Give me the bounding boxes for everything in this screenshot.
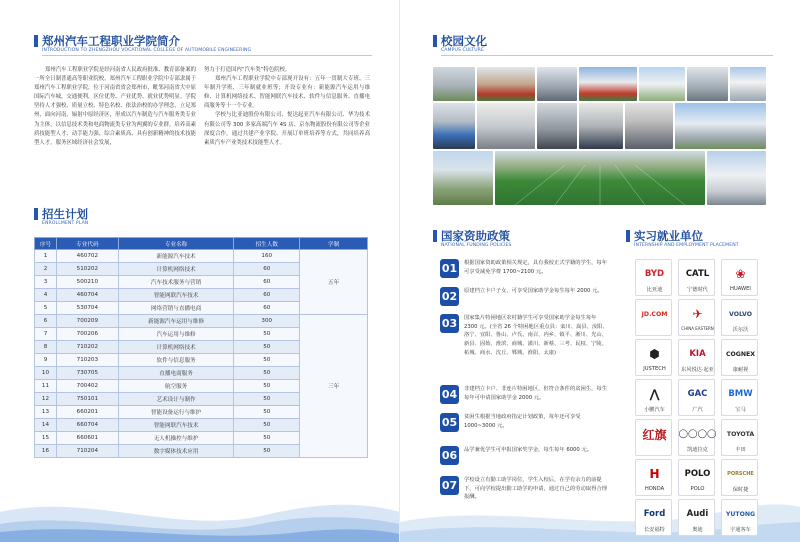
- partner-logo-name: 东风悦达·起亚: [681, 367, 714, 373]
- partner-logo-mark: BYD: [644, 269, 665, 279]
- partner-logo: [678, 419, 715, 456]
- partner-logo-mark: JD.COM: [641, 310, 668, 318]
- partner-logo-name: 小鹏汽车: [644, 407, 665, 413]
- partner-logo: [635, 339, 672, 376]
- cell-code: 500210: [56, 276, 118, 289]
- partner-logo: [678, 499, 715, 536]
- cell-index: 5: [35, 302, 57, 315]
- cell-major: 软件与信息服务: [118, 354, 234, 367]
- partner-logo: [721, 299, 758, 336]
- cell-years: 三年: [300, 315, 368, 458]
- partner-logo: [678, 299, 715, 336]
- partners-title-bar: [626, 230, 630, 242]
- cell-count: 50: [234, 328, 300, 341]
- partner-logo: [635, 459, 672, 496]
- partner-logo: [678, 259, 715, 296]
- cell-code: 710203: [56, 354, 118, 367]
- cell-count: 60: [234, 302, 300, 315]
- partner-logo-mark: CATL: [685, 269, 710, 279]
- intro-title-bar: [34, 35, 38, 47]
- cell-index: 2: [35, 263, 57, 276]
- culture-title: 校园文化: [441, 34, 487, 48]
- partner-logo-name: 康耐视: [732, 367, 749, 373]
- enrollment-table: [34, 237, 368, 458]
- cell-major: 直播电商服务: [118, 367, 234, 380]
- cell-index: 3: [35, 276, 57, 289]
- partner-logo-mark: Audi: [686, 509, 709, 519]
- policy-text: 原建档立卡户子女，可享受国家助学金每生每年 2000 元。: [464, 288, 603, 294]
- cell-count: 50: [234, 393, 300, 406]
- cell-code: 660704: [56, 419, 118, 432]
- partner-logo-mark: YUTONG: [725, 510, 756, 518]
- partner-logo-name: 保时捷: [732, 487, 749, 493]
- partner-logo-mark: ⋀: [649, 387, 660, 401]
- partner-logo-name: 广汽: [692, 407, 703, 413]
- cell-major: 新能源汽车技术: [118, 250, 234, 263]
- cell-code: 530704: [56, 302, 118, 315]
- campus-photo: [707, 151, 766, 205]
- cell-major: 新能源汽车运用与维修: [118, 315, 234, 328]
- cell-major: 艺术设计与制作: [118, 393, 234, 406]
- th-code: 专业代码: [56, 238, 118, 250]
- cell-count: 300: [234, 315, 300, 328]
- partner-logo-name: HUAWEI: [730, 286, 751, 292]
- partner-logo-mark: COGNEX: [725, 350, 756, 358]
- cell-index: 4: [35, 289, 57, 302]
- cell-major: 计算机网络技术: [118, 263, 234, 276]
- partner-logo-mark: BMW: [728, 389, 753, 399]
- intro-paragraph-2a: 努力于打造国内“汽车类”特色院校。: [204, 67, 291, 73]
- campus-photo: [730, 67, 766, 101]
- cell-index: 6: [35, 315, 57, 328]
- partner-logo: [678, 379, 715, 416]
- cell-major: 汽车技术服务与营销: [118, 276, 234, 289]
- partner-logo: [635, 299, 672, 336]
- table-row: [35, 315, 368, 328]
- partner-logo-mark: ❀: [735, 267, 746, 281]
- cell-code: 460704: [56, 289, 118, 302]
- cell-code: 700206: [56, 328, 118, 341]
- partner-logo: [678, 339, 715, 376]
- policy-text: 品学兼优学生可申报国家奖学金，每生每年 6000 元。: [464, 447, 593, 453]
- partner-logo-name: HONDA: [644, 486, 665, 492]
- cell-code: 710202: [56, 341, 118, 354]
- cell-index: 8: [35, 341, 57, 354]
- partner-logo: [721, 419, 758, 456]
- policy-subtitle: NATIONAL FUNDING POLICIES: [441, 243, 512, 248]
- cell-index: 13: [35, 406, 57, 419]
- intro-subtitle: INTRODUCTION TO ZHENGZHOU VOCATIONAL COLLEGE OF AUTOMOBILE ENGINEERING: [42, 48, 252, 53]
- cell-code: 460702: [56, 250, 118, 263]
- partners-subtitle: INTERNSHIP AND EMPLOYMENT PLACEMENT: [634, 243, 739, 248]
- cell-count: 160: [234, 250, 300, 263]
- cell-code: 700209: [56, 315, 118, 328]
- cell-count: 50: [234, 367, 300, 380]
- policy-text: 学校设立有勤工助学岗位，学生入校后，在学有余力的前提下，可向学校提出勤工助学的申请，通过自己的劳动取得合理报酬。: [464, 477, 608, 501]
- partner-logo: [635, 499, 672, 536]
- cell-code: 660601: [56, 432, 118, 445]
- campus-photo: [675, 103, 766, 149]
- policy-text: 国家集片特困地区农村籍学生可享受国家助学金每生每年 2300 元。(全省 26 个特困地区重点县：栾川、嵩县、汝阳、洛宁、宜阳、鲁山、卢氏、南召、内乡、镇平、淅川、光山、新县、固始、淮滨、商城、潢川、新蔡、三考、民权、宁陵、柘城、商水、沈丘、郸城、淮阳、太康): [464, 315, 608, 356]
- policy-title: 国家资助政策: [441, 229, 510, 243]
- cell-count: 50: [234, 341, 300, 354]
- cell-index: 12: [35, 393, 57, 406]
- campus-photo: [537, 103, 577, 149]
- campus-photo: [433, 151, 493, 205]
- intro-column-2: [204, 66, 370, 148]
- cell-count: 60: [234, 289, 300, 302]
- th-major: 专业名称: [118, 238, 234, 250]
- cell-count: 50: [234, 354, 300, 367]
- partner-logo-name: POLO: [690, 486, 705, 492]
- policy-number-badge: 03: [440, 314, 459, 333]
- campus-photo: [579, 103, 623, 149]
- campus-photo: [625, 103, 673, 149]
- cell-index: 15: [35, 432, 57, 445]
- policy-text: 根据国家资助政策相关规定，具有我校正式学籍的学生，每年可享受减免学费 1700~2100 元。: [464, 260, 608, 275]
- partners-title: 实习就业单位: [634, 229, 703, 243]
- partner-logo-mark: TOYOTA: [726, 430, 755, 438]
- cell-count: 50: [234, 406, 300, 419]
- cell-index: 9: [35, 354, 57, 367]
- policy-number-badge: 04: [440, 385, 459, 404]
- cell-code: 660201: [56, 406, 118, 419]
- partner-logo-mark: KIA: [689, 349, 706, 359]
- plan-subtitle: ENROLLMENT PLAN: [42, 221, 89, 226]
- plan-title-bar: [34, 208, 38, 220]
- cell-index: 7: [35, 328, 57, 341]
- field-lines: [495, 151, 705, 205]
- partner-logo-name: 奥迪: [692, 527, 703, 533]
- intro-column-1: [34, 66, 196, 148]
- policy-title-bar: [433, 230, 437, 242]
- partner-logo-name: 宁德时代: [687, 287, 708, 293]
- partner-logo-name: 凯迪拉克: [687, 447, 708, 453]
- th-count: 招生人数: [234, 238, 300, 250]
- partner-logo: [635, 379, 672, 416]
- policy-number-badge: 01: [440, 259, 459, 278]
- cell-index: 16: [35, 445, 57, 458]
- plan-title: 招生计划: [42, 207, 88, 221]
- table-header-row: [35, 238, 368, 250]
- partner-logo-name: 比亚迪: [646, 287, 663, 293]
- partner-logo: [721, 379, 758, 416]
- campus-photo: [477, 103, 535, 149]
- cell-count: 60: [234, 263, 300, 276]
- wave-decoration: [0, 482, 400, 542]
- cell-major: 航空服务: [118, 380, 234, 393]
- cell-index: 10: [35, 367, 57, 380]
- cell-count: 60: [234, 276, 300, 289]
- intro-title: 郑州汽车工程职业学院简介: [42, 34, 180, 48]
- partner-logo: [635, 259, 672, 296]
- partner-logo: [721, 339, 758, 376]
- cell-years: 五年: [300, 250, 368, 315]
- culture-rule: [441, 55, 773, 56]
- cell-count: 50: [234, 419, 300, 432]
- partner-logo-name: JUSTECH: [643, 366, 666, 372]
- partner-logo: [678, 459, 715, 496]
- campus-photo: [433, 103, 475, 149]
- campus-photo: [433, 67, 475, 101]
- partner-logo: [721, 259, 758, 296]
- policy-number-badge: 05: [440, 413, 459, 432]
- partner-logo: [721, 499, 758, 536]
- intro-paragraph-2c: 学校与比亚迪股份有限公司、悦达起亚汽车有限公司、华为技术有限公司等 300 多家高端汽车 4S 店、京东物流股份有限公司等企业深度合作，通过共建产业学院、开展订单班培养等方式，共同培养高素质汽车产业类技术技能型人才。: [204, 112, 370, 146]
- cell-count: 50: [234, 445, 300, 458]
- campus-photo: [495, 151, 705, 205]
- cell-major: 数字媒体技术应用: [118, 445, 234, 458]
- cell-index: 14: [35, 419, 57, 432]
- cell-code: 700402: [56, 380, 118, 393]
- campus-photo: [687, 67, 728, 101]
- partner-logo-mark: ✈: [692, 307, 703, 321]
- partner-logo-mark: 红旗: [642, 427, 667, 442]
- partner-logo-name: 宇通客车: [730, 527, 751, 533]
- partner-logo-mark: Ford: [643, 509, 666, 519]
- partner-logo-name: 宝马: [735, 407, 746, 413]
- cell-major: 无人机操控与维护: [118, 432, 234, 445]
- cell-major: 网络营销与直播电商: [118, 302, 234, 315]
- culture-subtitle: CAMPUS CULTURE: [441, 48, 484, 53]
- cell-count: 50: [234, 432, 300, 445]
- table-row: [35, 250, 368, 263]
- partner-logo-name: 丰田: [735, 447, 746, 453]
- partner-logo: [635, 419, 672, 456]
- partner-logo-mark: POLO: [684, 469, 711, 479]
- culture-title-bar: [433, 35, 437, 47]
- campus-photo: [477, 67, 535, 101]
- partner-logo-name: 沃尔沃: [732, 327, 749, 333]
- policy-number-badge: 02: [440, 287, 459, 306]
- cell-major: 智能网联汽车技术: [118, 289, 234, 302]
- campus-photo: [579, 67, 637, 101]
- cell-code: 710204: [56, 445, 118, 458]
- partner-logo: [721, 459, 758, 496]
- partner-logo-name: CHINA EASTERN: [681, 326, 714, 331]
- partner-logo-mark: GAC: [687, 389, 708, 399]
- cell-major: 智能设备运行与维护: [118, 406, 234, 419]
- cell-code: 510202: [56, 263, 118, 276]
- cell-code: 750101: [56, 393, 118, 406]
- partner-logo-mark: ⬢: [649, 347, 660, 361]
- intro-rule: [42, 55, 372, 56]
- cell-count: 50: [234, 380, 300, 393]
- policy-number-badge: 06: [440, 446, 459, 465]
- intro-paragraph-1: 郑州汽车工程职业学院是经河南省人民政府批准、教育部备案的一所全日制普通高等职业院校。郑州汽车工程职业学院中专部隶属于郑州汽车工程职业学院，位于河南省省会郑州市，毗邻河南省大中原国际汽车城，交通便利，区位优势、产业优势、就业优势明显。学院坚持人才强校、质量立校、特色名校、依法治校的办学理念，立足郑州，面向河南，辐射中原经济区，形成以汽车制造与汽车服务类专业为主体，以信息技术类和电商物流类专业为两翼的专业群。培养高素质技能型人才、动手能力强、综合素质高、具有创新精神的技术技能型人才，服务区域经济社会发展，: [34, 67, 196, 146]
- policy-text: 非建档立卡户、非连片特困地区，但符合条件的贫困生，每生每年可申请国家助学金 2000 元。: [464, 386, 608, 401]
- th-index: 序号: [35, 238, 57, 250]
- th-years: 学制: [300, 238, 368, 250]
- policy-text: 贫困生根据当地政府指定计划政策，每年还可享受 1000~3000 元。: [464, 414, 581, 429]
- partner-logo-mark: VOLVO: [729, 310, 752, 318]
- partner-logo-name: 长安福特: [644, 527, 665, 533]
- cell-index: 1: [35, 250, 57, 263]
- partner-logo-mark: ◯◯◯◯: [678, 429, 717, 439]
- policy-number-badge: 07: [440, 476, 459, 495]
- cell-index: 11: [35, 380, 57, 393]
- cell-code: 730705: [56, 367, 118, 380]
- cell-major: 汽车运用与维修: [118, 328, 234, 341]
- cell-major: 计算机网络技术: [118, 341, 234, 354]
- campus-photo: [537, 67, 577, 101]
- partner-logo-mark: PORSCHE: [727, 471, 754, 477]
- cell-major: 智能网联汽车技术: [118, 419, 234, 432]
- campus-photo: [639, 67, 685, 101]
- partner-logo-mark: H: [649, 467, 660, 481]
- intro-paragraph-2b: 郑州汽车工程职业学院中专部现开设有：五年一贯制大专班、三年制升学班、三年制就业班等；开设专业有：新能源汽车运用与维修、计算机网络技术、智能网联汽车技术、软件与信息服务、直播电商服务等十一个专业。: [204, 76, 370, 110]
